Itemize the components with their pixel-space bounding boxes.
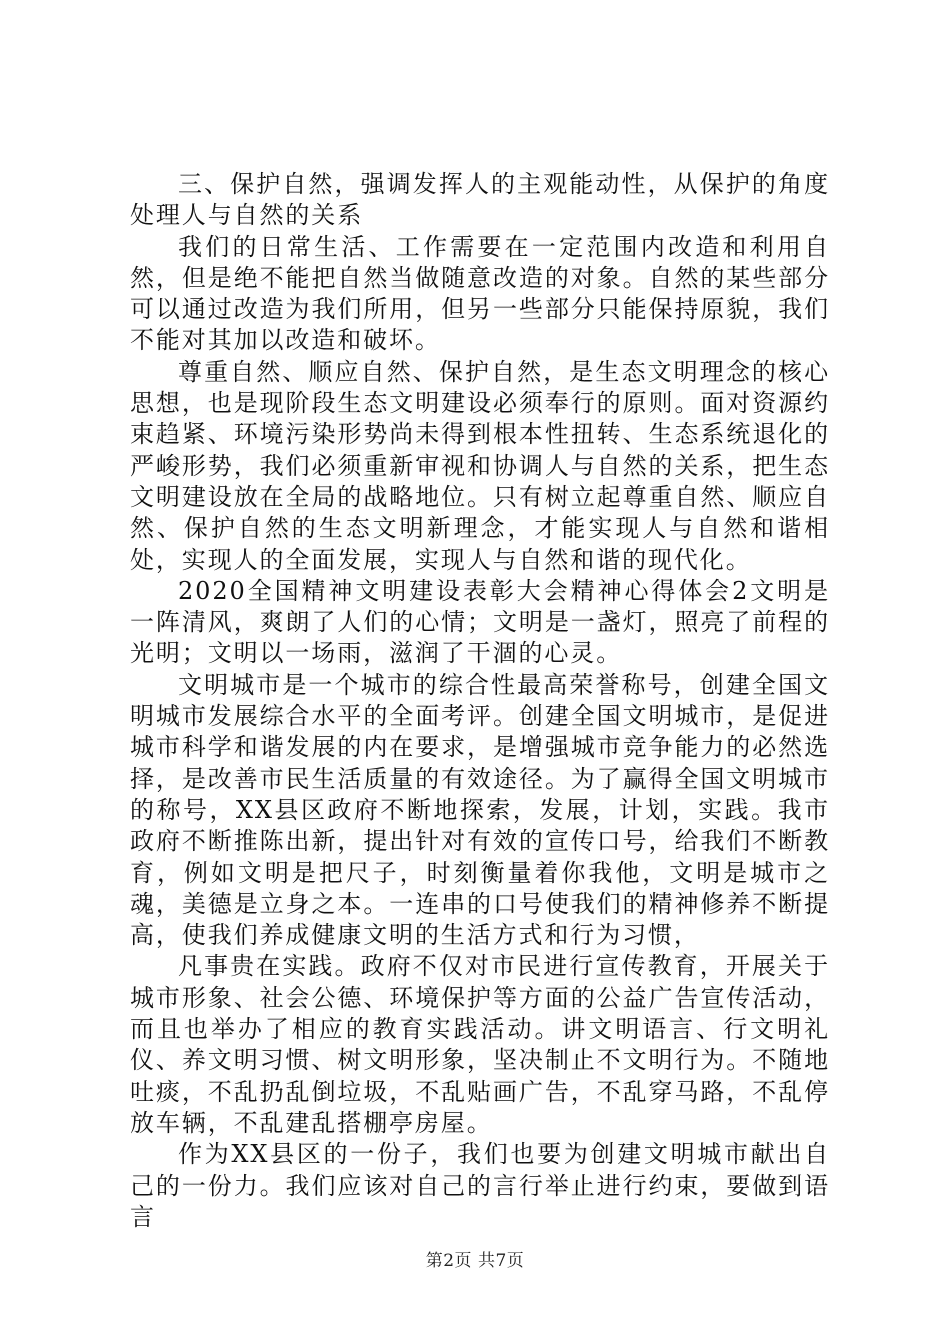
paragraph: 凡事贵在实践。政府不仅对市民进行宣传教育，开展关于城市形象、社会公德、环境保护等方面的公益广告宣传活动，而且也举办了相应的教育实践活动。讲文明语言、行文明礼仪、养文明习惯、树文明形象，坚决制止不文明行为。不随地吐痰，不乱扔乱倒垃圾，不乱贴画广告，不乱穿马路，不乱停放车辆，不乱建乱搭棚亭房屋。 xyxy=(130,952,830,1137)
paragraph: 尊重自然、顺应自然、保护自然，是生态文明理念的核心思想，也是现阶段生态文明建设必须奉行的原则。面对资源约束趋紧、环境污染形势尚未得到根本性扭转、生态系统退化的严峻形势，我们必须重新审视和协调人与自然的关系，把生态文明建设放在全局的战略地位。只有树立起尊重自然、顺应自然、保护自然的生态文明新理念，才能实现人与自然和谐相处，实现人的全面发展，实现人与自然和谐的现代化。 xyxy=(130,357,830,574)
paragraph: 作为XX县区的一份子，我们也要为创建文明城市献出自己的一份力。我们应该对自己的言行举止进行约束，要做到语言 xyxy=(130,1140,830,1231)
document-body xyxy=(130,169,830,1233)
paragraph: 文明城市是一个城市的综合性最高荣誉称号，创建全国文明城市发展综合水平的全面考评。创建全国文明城市，是促进城市科学和谐发展的内在要求，是增强城市竞争能力的必然选择，是改善市民生活质量的有效途径。为了赢得全国文明城市的称号，XX县区政府不断地探索，发展，计划，实践。我市政府不断推陈出新，提出针对有效的宣传口号，给我们不断教育，例如文明是把尺子，时刻衡量着你我他，文明是城市之魂，美德是立身之本。一连串的口号使我们的精神修养不断提高，使我们养成健康文明的生活方式和行为习惯， xyxy=(130,670,830,950)
page-number-footer: 第2页 共7页 xyxy=(425,1251,525,1271)
paragraph: 2020全国精神文明建设表彰大会精神心得体会2文明是一阵清风，爽朗了人们的心情；文明是一盏灯，照亮了前程的光明；文明以一场雨，滋润了干涸的心灵。 xyxy=(130,576,830,668)
section-heading: 三、保护自然，强调发挥人的主观能动性，从保护的角度处理人与自然的关系 xyxy=(130,170,830,230)
paragraph: 我们的日常生活、工作需要在一定范围内改造和利用自然，但是绝不能把自然当做随意改造的对象。自然的某些部分可以通过改造为我们所用，但另一些部分只能保持原貌，我们不能对其加以改造和破坏。 xyxy=(130,232,830,355)
